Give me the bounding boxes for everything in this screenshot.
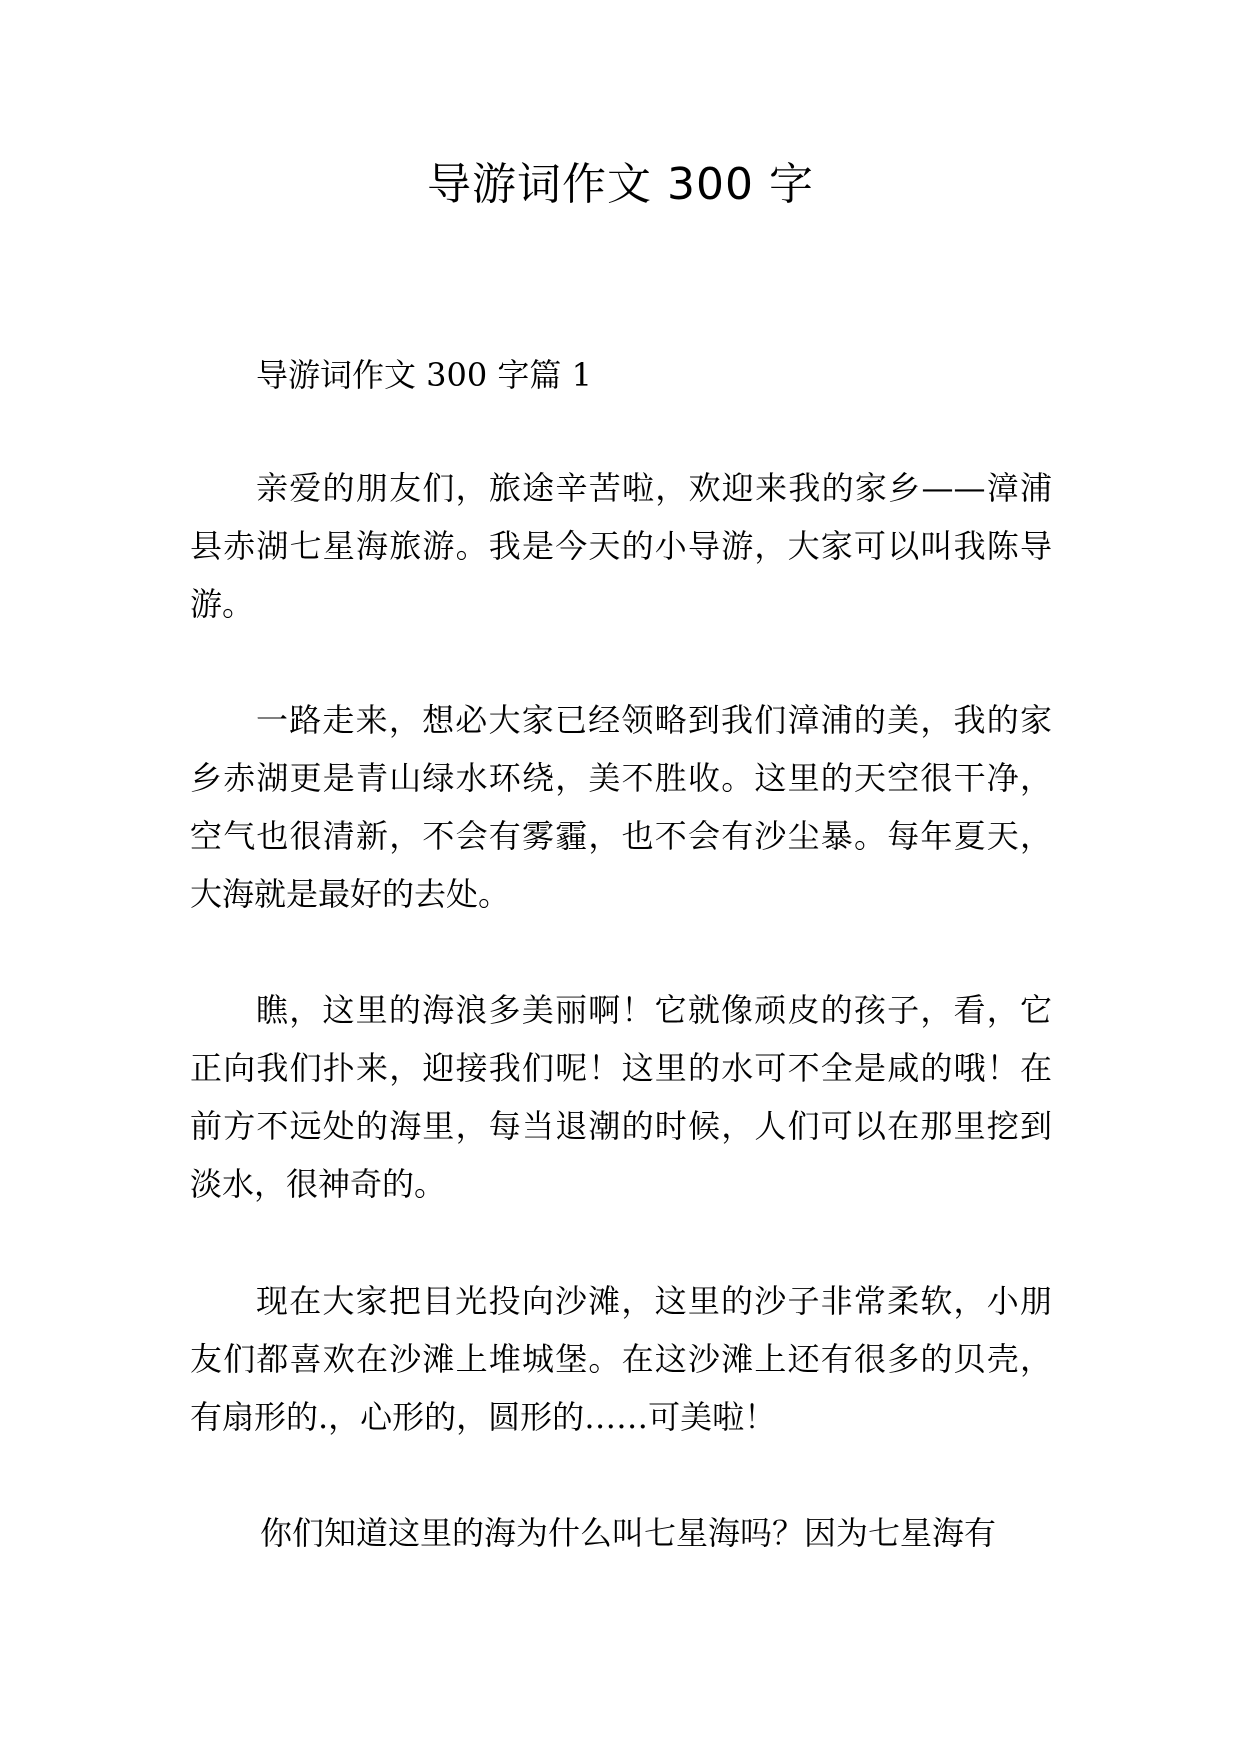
paragraph-3: 瞧，这里的海浪多美丽啊！它就像顽皮的孩子，看，它正向我们扑来，迎接我们呢！这里的水可不全是咸的哦！在前方不远处的海里，每当退潮的时候，人们可以在那里挖到淡水，很神奇的。: [190, 991, 1052, 1203]
section-heading: 导游词作文 300 字篇 1: [256, 356, 592, 394]
paragraph-1: 亲爱的朋友们，旅途辛苦啦，欢迎来我的家乡——漳浦县赤湖七星海旅游。我是今天的小导游，大家可以叫我陈导游。: [190, 469, 1052, 623]
paragraph-2: 一路走来，想必大家已经领略到我们漳浦的美，我的家乡赤湖更是青山绿水环绕，美不胜收。这里的天空很干净，空气也很清新，不会有雾霾，也不会有沙尘暴。每年夏天，大海就是最好的去处。: [190, 701, 1052, 913]
document-title: 导游词作文 300 字: [427, 159, 814, 210]
paragraph-4: 现在大家把目光投向沙滩，这里的沙子非常柔软，小朋友们都喜欢在沙滩上堆城堡。在这沙滩上还有很多的贝壳，有扇形的.，心形的，圆形的……可美啦！: [190, 1282, 1052, 1436]
paragraph-5: 你们知道这里的海为什么叫七星海吗？因为七星海有: [260, 1514, 997, 1552]
